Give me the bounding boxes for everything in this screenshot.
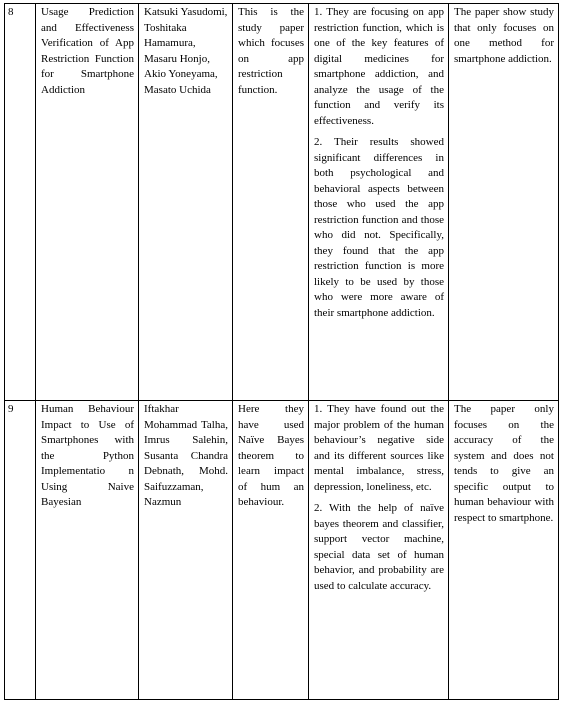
findings-cell bbox=[309, 4, 449, 401]
finding-point: 1. They are focusing on app restriction function, which is one of the key features of digital medicines for smartphone addiction, and analyze the usage of the function and verify its effectiveness. bbox=[314, 6, 444, 127]
research-gap-cell: The paper show study that only focuses on one method for smartphone addiction. bbox=[449, 4, 559, 401]
finding-point: 2. Their results showed significant differences in both psychological and behavioral aspects between those who used the app restriction function and those who did not. Specifically, they found that the app restriction function is more likely to be used by those who were more aware of their smartphone addiction. bbox=[314, 136, 444, 319]
summary-cell: Here they have used Naïve Bayes theorem to learn impact of hum an behaviour. bbox=[233, 401, 309, 700]
authors-cell: Katsuki Yasudomi, Toshitaka Hamamura, Masaru Honjo, Akio Yoneyama, Masato Uchida bbox=[139, 4, 233, 401]
serial-number-cell: 8 bbox=[5, 4, 36, 401]
finding-point: 1. They have found out the major problem of the human behaviour’s negative side and its different sources like mental imbalance, stress, depression, loneliness, etc. bbox=[314, 403, 444, 493]
literature-review-table bbox=[4, 3, 559, 700]
authors-cell: Iftakhar Mohammad Talha, Imrus Salehin, Susanta Chandra Debnath, Mohd. Saifuzzaman, Nazmun bbox=[139, 401, 233, 700]
table-row bbox=[5, 401, 559, 700]
paper-title-cell: Usage Prediction and Effectiveness Verification of App Restriction Function for Smartphone Addiction bbox=[36, 4, 139, 401]
summary-cell: This is the study paper which focuses on app restriction function. bbox=[233, 4, 309, 401]
findings-cell bbox=[309, 401, 449, 700]
research-gap-cell: The paper only focuses on the accuracy of the system and does not tends to give an specific output to human behaviour with respect to smartphone. bbox=[449, 401, 559, 700]
finding-point: 2. With the help of naïve bayes theorem and classifier, support vector machine, special data set of human behavior, and probability are used to calculate accuracy. bbox=[314, 502, 444, 592]
table-row bbox=[5, 4, 559, 401]
paper-title-cell: Human Behaviour Impact to Use of Smartphones with the Python Implementatio n Using Naive Bayesian bbox=[36, 401, 139, 700]
serial-number-cell: 9 bbox=[5, 401, 36, 700]
